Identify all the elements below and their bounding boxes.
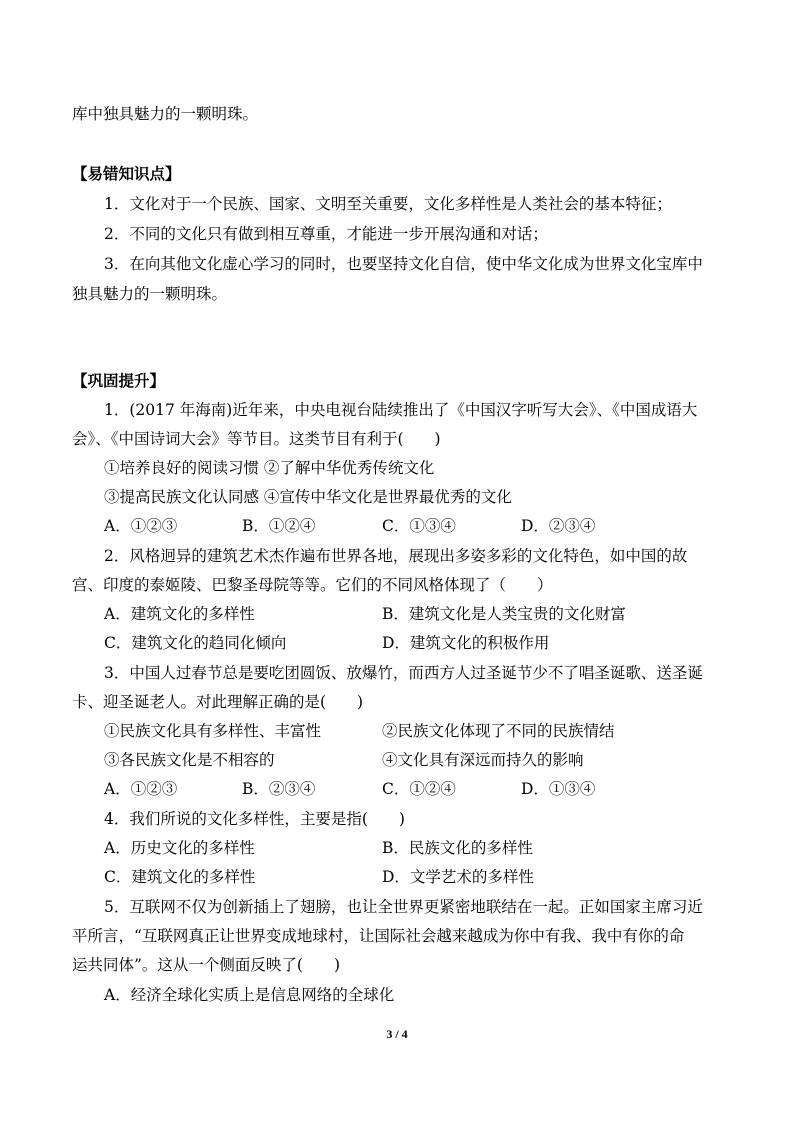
q2-option-d: D．建筑文化的积极作用	[382, 634, 550, 652]
q3-statement: ④文化具有深远而持久的影响	[382, 751, 584, 769]
q3-statement: ②民族文化体现了不同的民族情结	[382, 722, 615, 740]
error-prone-item: 独具魅力的一颗明珠。	[72, 285, 228, 303]
q2-option-b: B．建筑文化是人类宝贵的文化财富	[382, 605, 626, 623]
q5-option-a: A．经济全球化实质上是信息网络的全球化	[104, 986, 395, 1004]
q5-stem: 平所言，“互联网真正让世界变成地球村，让国际社会越来越成为你中有我、我中有你的命	[72, 927, 685, 945]
q1-statement: ③提高民族文化认同感 ④宣传中华文化是世界最优秀的文化	[104, 488, 512, 506]
q1-option-a: A．①②③	[104, 517, 178, 535]
q4-option-a: A．历史文化的多样性	[104, 839, 255, 857]
q1-option-c: C．①③④	[382, 517, 456, 535]
q2-stem: 2．风格迥异的建筑艺术杰作遍布世界各地，展现出多姿多彩的文化特色，如中国的故	[104, 547, 688, 565]
q4-stem: 4．我们所说的文化多样性，主要是指( )	[104, 810, 405, 828]
q3-option-c: C．①②④	[382, 780, 456, 798]
q4-option-d: D．文学艺术的多样性	[382, 868, 534, 886]
consolidate-heading: 【巩固提升】	[72, 371, 166, 390]
q3-stem: 3．中国人过春节总是要吃团圆饭、放爆竹，而西方人过圣诞节少不了唱圣诞歌、送圣诞	[104, 664, 703, 682]
q3-option-b: B．②③④	[242, 780, 316, 798]
q3-statement: ③各民族文化是不相容的	[104, 751, 275, 769]
continuation-text: 库中独具魅力的一颗明珠。	[72, 105, 259, 123]
q2-option-c: C．建筑文化的趋同化倾向	[104, 634, 287, 652]
q5-stem: 运共同体”。这从一个侧面反映了( )	[72, 956, 341, 974]
q3-stem: 卡、迎圣诞老人。对此理解正确的是( )	[72, 693, 364, 711]
q5-stem: 5．互联网不仅为创新插上了翅膀，也让全世界更紧密地联结在一起。正如国家主席习近	[104, 898, 703, 916]
error-prone-item: 1．文化对于一个民族、国家、文明至关重要，文化多样性是人类社会的基本特征；	[104, 195, 672, 213]
q3-statement: ①民族文化具有多样性、丰富性	[104, 722, 322, 740]
error-prone-item: 2．不同的文化只有做到相互尊重，才能进一步开展沟通和对话；	[104, 225, 548, 243]
q2-option-a: A．建筑文化的多样性	[104, 605, 255, 623]
q3-option-a: A．①②③	[104, 780, 178, 798]
error-prone-heading: 【易错知识点】	[72, 164, 181, 183]
page-number: 3 / 4	[386, 1027, 408, 1041]
q4-option-b: B．民族文化的多样性	[382, 839, 533, 857]
q1-statement: ①培养良好的阅读习惯 ②了解中华优秀传统文化	[104, 459, 435, 477]
q3-option-d: D．①③④	[521, 780, 596, 798]
q1-option-b: B．①②④	[242, 517, 316, 535]
q1-option-d: D．②③④	[521, 517, 596, 535]
q4-option-c: C．建筑文化的多样性	[104, 868, 256, 886]
q1-stem: 1．(2017 年海南)近年来，中央电视台陆续推出了《中国汉字听写大会》、《中国成语大	[104, 401, 698, 419]
q2-stem: 宫、印度的泰姬陵、巴黎圣母院等等。它们的不同风格体现了（ ）	[72, 576, 553, 594]
q1-stem: 会》、《中国诗词大会》等节目。这类节目有利于( )	[72, 430, 441, 448]
error-prone-item: 3．在向其他文化虚心学习的同时，也要坚持文化自信，使中华文化成为世界文化宝库中	[104, 255, 703, 273]
